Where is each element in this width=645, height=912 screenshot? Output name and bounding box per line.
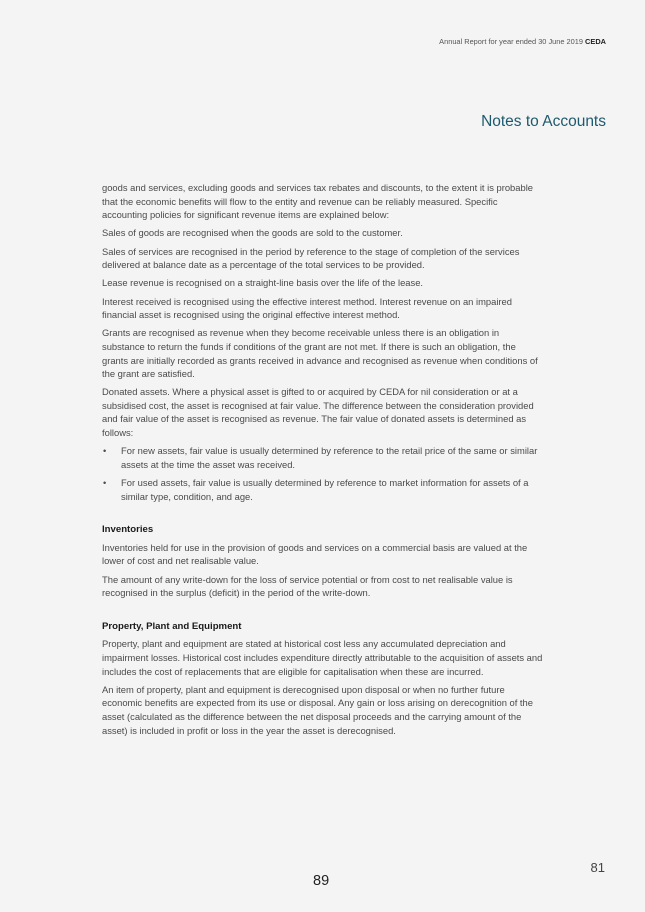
notes-body — [102, 181, 544, 742]
paragraph: Sales of services are recognised in the period by reference to the stage of completion of the services delivered at balance date as a percentage of the total services to be provided. — [102, 245, 520, 271]
list-item-text: For used assets, fair value is usually determined by reference to market information for assets of a similar type, condition, and age. — [121, 477, 529, 502]
ppe-heading: Property, Plant and Equipment — [102, 620, 242, 632]
running-title: Annual Report for year ended 30 June 2019 — [439, 37, 583, 46]
paragraph: The amount of any write-down for the loss of service potential or from cost to net realisable value is recognised in the surplus (deficit) in the period of the write-down. — [102, 573, 513, 599]
paragraph: Sales of goods are recognised when the goods are sold to the customer. — [102, 227, 403, 239]
list-item — [102, 476, 544, 503]
paragraph: Grants are recognised as revenue when they become receivable unless there is an obligation in substance to return the funds if conditions of the grant are not met. If there is such an obligation, the grants are initially recorded as grants received in advance and recognised as revenue when conditions of the grant are satisfied. — [102, 327, 538, 380]
report-page-number: 81 — [590, 860, 605, 875]
paragraph: Interest received is recognised using the effective interest method. Interest revenue on an impaired financial asset is recognised using the original effective interest method. — [102, 295, 512, 321]
document-page-number: 89 — [313, 873, 330, 889]
bullet-list — [102, 444, 544, 503]
paragraph: An item of property, plant and equipment is derecognised upon disposal or when no further future economic benefits are expected from its use or disposal. Any gain or loss arising on derecognition of the asset (calculated as the difference between the net disposal proceeds and the carrying amount of the asset) is included in profit or loss in the year the asset is derecognised. — [102, 683, 533, 736]
list-item-text: For new assets, fair value is usually determined by reference to the retail price of the same or similar assets at the time the asset was received. — [121, 445, 538, 470]
running-header — [439, 37, 606, 46]
bullet-icon: • — [103, 477, 107, 489]
section-title: Notes to Accounts — [481, 113, 606, 130]
paragraph: Inventories held for use in the provision of goods and services on a commercial basis are valued at the lower of cost and net realisable value. — [102, 541, 528, 567]
paragraph: Lease revenue is recognised on a straight-line basis over the life of the lease. — [102, 277, 424, 289]
inventories-heading: Inventories — [102, 524, 154, 536]
paragraph: Property, plant and equipment are stated at historical cost less any accumulated depreciation and impairment losses. Historical cost includes expenditure directly attributable to the acquisition of assets and includes the cost of replacements that are eligible for capitalisation when these are incurred. — [102, 638, 543, 677]
paragraph: Donated assets. Where a physical asset is gifted to or acquired by CEDA for nil consideration or at a subsidised cost, the asset is recognised at fair value. The difference between the consideration provided and fair value of the asset is recognised as revenue. The fair value of donated assets is determined as follows: — [102, 386, 534, 439]
org-name: CEDA — [585, 37, 606, 46]
bullet-icon: • — [103, 445, 107, 457]
list-item — [102, 444, 544, 471]
paragraph: goods and services, excluding goods and services tax rebates and discounts, to the extent it is probable that the economic benefits will flow to the entity and revenue can be reliably measured. Specific accounting policies for significant revenue items are explained below: — [102, 182, 533, 221]
